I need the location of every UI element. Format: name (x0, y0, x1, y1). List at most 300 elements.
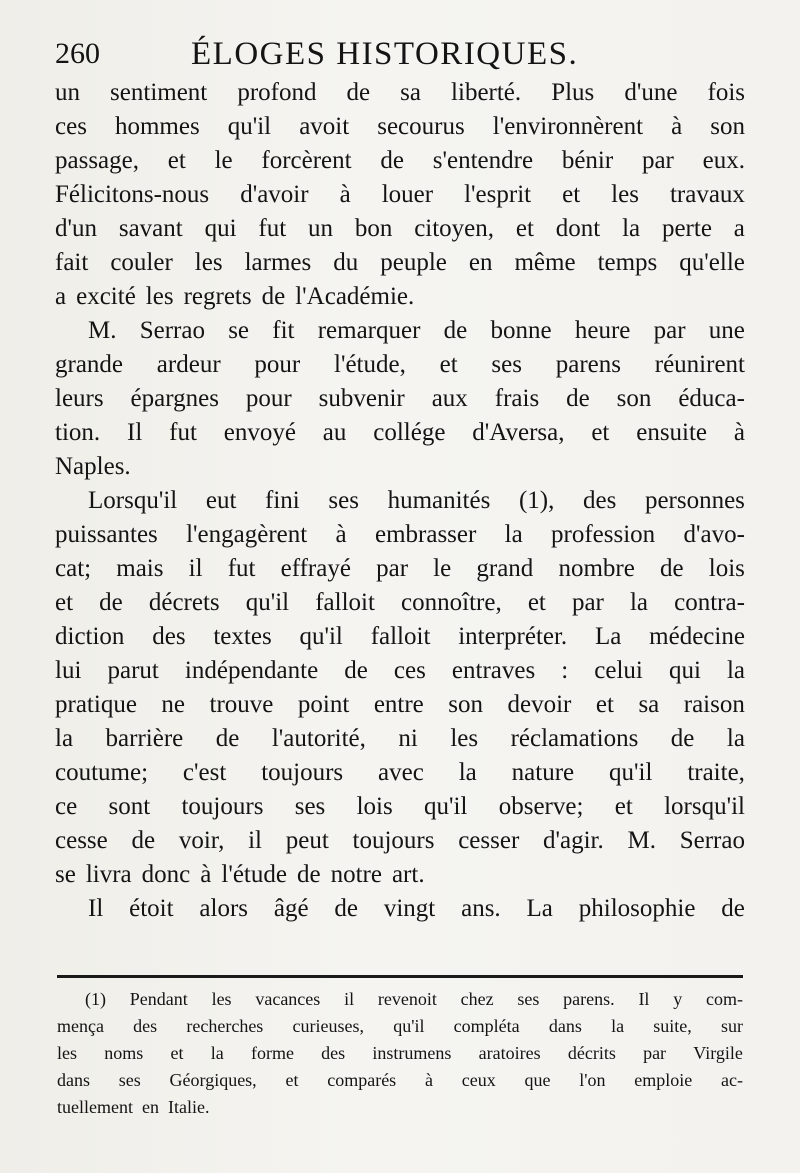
word: dans (548, 1016, 582, 1036)
word: sa (400, 79, 421, 106)
word: embrasser (374, 521, 477, 548)
word: le (214, 147, 233, 174)
word: pour (254, 351, 301, 378)
word: humanités (387, 487, 491, 514)
word: de (346, 79, 371, 106)
text-line (55, 790, 745, 824)
word: de (443, 317, 468, 344)
word: nombre (558, 555, 635, 582)
word: M. (88, 317, 117, 344)
word: âgé (273, 895, 309, 922)
word: puissantes (55, 521, 158, 548)
word: de (296, 861, 321, 888)
word: par (571, 589, 604, 616)
word: fait (55, 249, 89, 276)
word: à (671, 113, 683, 140)
word: décrets (148, 589, 220, 616)
word: et (170, 1043, 184, 1063)
text-line (55, 76, 745, 110)
word: peuple (380, 249, 447, 276)
word: son (616, 385, 652, 412)
word: cesse (55, 827, 108, 854)
word: savant (118, 215, 183, 242)
word: com- (706, 989, 743, 1009)
word: avoit (299, 113, 350, 140)
word: fini (265, 487, 300, 514)
word: en (468, 249, 493, 276)
word: la (504, 521, 523, 548)
word: les (450, 725, 479, 752)
word: fut (227, 555, 256, 582)
footnote-line (57, 1040, 743, 1067)
word: ses (491, 351, 522, 378)
word: de (344, 657, 368, 684)
word: l'engagèrent (186, 521, 308, 548)
word: celui (594, 657, 643, 684)
text-line (55, 348, 745, 382)
word: qu'il (299, 623, 343, 650)
word: réunirent (654, 351, 745, 378)
word: du (333, 249, 359, 276)
word: l'environnèrent (492, 113, 644, 140)
word: falloit (315, 589, 375, 616)
word: profession (551, 521, 656, 548)
word: et (439, 351, 458, 378)
word: Il (638, 989, 650, 1009)
word: textes (213, 623, 272, 650)
word: qui (204, 215, 237, 242)
word: et (285, 1070, 299, 1090)
word: lois (708, 555, 745, 582)
word: M. (627, 827, 656, 854)
word: indépendante (184, 657, 319, 684)
word: parens. (563, 989, 615, 1009)
word: ans. (461, 895, 501, 922)
word: avec (378, 759, 424, 786)
word: pratique (55, 691, 137, 718)
word: bénir (561, 147, 614, 174)
word: et (527, 589, 546, 616)
word: comparés (327, 1070, 397, 1090)
word: curieuses, (292, 1016, 365, 1036)
footnote (57, 986, 743, 1121)
word: et (595, 691, 614, 718)
word: regrets (183, 283, 252, 310)
footnote-separator (57, 975, 743, 978)
word: interpréter. (458, 623, 568, 650)
word: d'avo- (683, 521, 745, 548)
word: que (524, 1070, 551, 1090)
word: forcèrent (261, 147, 352, 174)
word: de (131, 827, 156, 854)
word: ce (55, 793, 78, 820)
word: temps (597, 249, 658, 276)
word: sa (638, 691, 660, 718)
word: qu'il (393, 1016, 425, 1036)
word: vingt (383, 895, 436, 922)
running-title: ÉLOGES HISTORIQUES. (191, 36, 579, 72)
word: il (344, 989, 355, 1009)
text-line (55, 824, 745, 858)
word: forme (250, 1043, 294, 1063)
word: des (152, 623, 186, 650)
word: philosophie (578, 895, 696, 922)
word: lorsqu'il (664, 793, 745, 820)
word: au (322, 419, 347, 446)
word: toujours (181, 793, 264, 820)
text-line (55, 382, 745, 416)
word: ses (118, 1070, 141, 1090)
word: Lorsqu'il (88, 487, 178, 514)
word: qui (668, 657, 701, 684)
word: son (710, 113, 745, 140)
word: bonne (490, 317, 552, 344)
word: par (653, 317, 686, 344)
word: dans (57, 1070, 90, 1090)
word: d'agir. (543, 827, 604, 854)
word: devoir (507, 691, 572, 718)
word: livra (85, 861, 132, 888)
word: la (611, 1016, 625, 1036)
word: les (145, 283, 174, 310)
word: falloit (370, 623, 431, 650)
word: instrumens (372, 1043, 452, 1063)
word: les (211, 989, 232, 1009)
word: observe; (498, 793, 584, 820)
word: fit (272, 317, 295, 344)
word: envoyé (223, 419, 296, 446)
word: à (335, 521, 347, 548)
word: grande (55, 351, 124, 378)
word: la (622, 215, 641, 242)
word: ses (328, 487, 359, 514)
word: l'étude, (334, 351, 406, 378)
word: ses (517, 989, 540, 1009)
word: ni (398, 725, 418, 752)
text-line (55, 450, 745, 484)
word: grand (476, 555, 534, 582)
word: : (561, 657, 569, 684)
word: fut (169, 419, 197, 446)
word: et (614, 793, 633, 820)
word: pour (245, 385, 292, 412)
word: Serrao (679, 827, 745, 854)
word: entre (373, 691, 424, 718)
text-line (55, 756, 745, 790)
word: des (321, 1043, 346, 1063)
word: compléta (453, 1016, 520, 1036)
word: (1), (518, 487, 555, 514)
word: (1) (85, 989, 106, 1009)
word: remarquer (317, 317, 421, 344)
word: tion. (55, 419, 101, 446)
word: la (726, 657, 745, 684)
word: de (99, 589, 123, 616)
word: connoître, (401, 589, 502, 616)
footnote-line (57, 1094, 743, 1121)
word: réclamations (510, 725, 639, 752)
word: les (57, 1043, 77, 1063)
word: sentiment (110, 79, 208, 106)
word: son (448, 691, 484, 718)
word: de (670, 725, 695, 752)
text-line (55, 178, 745, 212)
text-line (55, 212, 745, 246)
word: qu'elle (679, 249, 745, 276)
word: fois (707, 79, 745, 106)
word: chez (460, 989, 494, 1009)
word: par (376, 555, 409, 582)
word: citoyen, (414, 215, 495, 242)
main-text (55, 76, 745, 926)
word: éduca- (678, 385, 745, 412)
word: profond (237, 79, 317, 106)
word: il (188, 555, 203, 582)
word: de (334, 895, 359, 922)
word: les (611, 181, 639, 208)
word: Italie. (167, 1097, 210, 1117)
word: mença (57, 1016, 104, 1036)
word: frais (494, 385, 540, 412)
word: La (526, 895, 553, 922)
word: médecine (649, 623, 745, 650)
word: ceux (461, 1070, 496, 1090)
word: c'est (182, 759, 227, 786)
word: en (141, 1097, 159, 1117)
word: se (228, 317, 250, 344)
word: ces (55, 113, 87, 140)
word: d'avoir (240, 181, 309, 208)
word: cesser (458, 827, 520, 854)
word: s'entendre (432, 147, 534, 174)
word: peut (285, 827, 329, 854)
word: traite, (687, 759, 745, 786)
page-number: 260 (55, 37, 100, 70)
word: de (659, 555, 684, 582)
word: excité (76, 283, 136, 310)
text-line (55, 858, 745, 892)
word: mais (116, 555, 164, 582)
word: qu'il (227, 113, 272, 140)
word: et (591, 419, 610, 446)
word: cat; (55, 555, 92, 582)
word: aratoires (478, 1043, 541, 1063)
word: d'un (55, 215, 98, 242)
word: qu'il (424, 793, 468, 820)
text-line (55, 484, 745, 518)
text-line (55, 620, 745, 654)
word: de (380, 147, 404, 174)
word: décrits (567, 1043, 616, 1063)
text-line (55, 688, 745, 722)
text-line (55, 654, 745, 688)
word: sont (108, 793, 151, 820)
word: Plus (551, 79, 595, 106)
word: à (733, 419, 745, 446)
word: la (458, 759, 477, 786)
word: étoit (129, 895, 174, 922)
word: à (339, 181, 351, 208)
word: emploie (634, 1070, 693, 1090)
word: des (582, 487, 617, 514)
word: épargnes (130, 385, 219, 412)
word: le (433, 555, 452, 582)
footnote-line (57, 1067, 743, 1094)
word: la (726, 725, 745, 752)
word: toujours (352, 827, 435, 854)
word: l'on (579, 1070, 606, 1090)
footnote-line (57, 1013, 743, 1040)
word: passage, (55, 147, 139, 174)
word: fut (258, 215, 287, 242)
word: des (133, 1016, 158, 1036)
word: ac- (721, 1070, 743, 1090)
text-line (55, 314, 745, 348)
word: diction (55, 623, 125, 650)
word: Serrao (139, 317, 205, 344)
word: ensuite (636, 419, 708, 446)
word: la (629, 589, 649, 616)
word: barrière (105, 725, 184, 752)
word: secourus (377, 113, 465, 140)
text-line (55, 110, 745, 144)
word: louer (381, 181, 434, 208)
word: heure (574, 317, 631, 344)
word: Virgile (693, 1043, 743, 1063)
word: tuellement (57, 1097, 133, 1117)
word: entraves (451, 657, 536, 684)
word: l'autorité, (271, 725, 366, 752)
word: point (297, 691, 350, 718)
word: bon (354, 215, 393, 242)
word: par (643, 1043, 667, 1063)
text-line (55, 586, 745, 620)
word: donc (141, 861, 191, 888)
word: et (167, 147, 186, 174)
word: Naples. (55, 453, 131, 480)
word: parut (107, 657, 159, 684)
word: art. (391, 861, 425, 888)
word: et (562, 181, 581, 208)
word: de (721, 895, 745, 922)
text-line (55, 416, 745, 450)
word: larmes (244, 249, 312, 276)
word: la (210, 1043, 224, 1063)
word: à (200, 861, 212, 888)
word: nature (511, 759, 575, 786)
word: et (515, 215, 534, 242)
word: de (566, 385, 590, 412)
word: voir, (178, 827, 225, 854)
text-line (55, 518, 745, 552)
word: Il (127, 419, 143, 446)
word: qu'il (245, 589, 290, 616)
word: travaux (669, 181, 745, 208)
text-line (55, 246, 745, 280)
word: trouve (209, 691, 274, 718)
word: lui (55, 657, 82, 684)
word: qu'il (609, 759, 653, 786)
word: et (55, 589, 74, 616)
word: de (261, 283, 286, 310)
word: leurs (55, 385, 104, 412)
word: Géorgiques, (169, 1070, 257, 1090)
word: contra- (674, 589, 745, 616)
page-header (55, 30, 745, 74)
word: eux. (702, 147, 745, 174)
word: aux (431, 385, 468, 412)
word: eut (205, 487, 237, 514)
word: notre (330, 861, 382, 888)
footnote-line (57, 986, 743, 1013)
word: a (55, 283, 67, 310)
text-line (55, 280, 745, 314)
word: par (641, 147, 674, 174)
word: coutume; (55, 759, 149, 786)
word: même (514, 249, 576, 276)
text-line (55, 722, 745, 756)
word: une (708, 317, 745, 344)
word: l'esprit (464, 181, 532, 208)
word: de (215, 725, 240, 752)
word: Félicitons-nous (55, 181, 210, 208)
word: un (308, 215, 333, 242)
word: liberté. (451, 79, 522, 106)
word: Il (88, 895, 104, 922)
word: d'une (624, 79, 678, 106)
word: les (194, 249, 223, 276)
word: Pendant (129, 989, 188, 1009)
word: ses (294, 793, 326, 820)
word: perte (661, 215, 712, 242)
word: recherches (186, 1016, 264, 1036)
word: la (55, 725, 74, 752)
word: subvenir (318, 385, 405, 412)
word: suite, (653, 1016, 692, 1036)
word: dont (555, 215, 601, 242)
word: revenoit (377, 989, 437, 1009)
word: à (424, 1070, 433, 1090)
word: sur (720, 1016, 743, 1036)
word: ces (393, 657, 426, 684)
text-line (55, 892, 745, 926)
word: hommes (114, 113, 200, 140)
word: l'Académie. (295, 283, 415, 310)
word: l'étude (221, 861, 287, 888)
word: couler (110, 249, 173, 276)
word: lois (356, 793, 393, 820)
word: il (248, 827, 262, 854)
word: d'Aversa, (472, 419, 565, 446)
word: raison (683, 691, 745, 718)
word: toujours (261, 759, 344, 786)
word: effrayé (280, 555, 351, 582)
word: personnes (644, 487, 745, 514)
word: ardeur (156, 351, 221, 378)
text-line (55, 144, 745, 178)
word: vacances (255, 989, 321, 1009)
word: un (55, 79, 80, 106)
word: collége (373, 419, 446, 446)
word: y (673, 989, 683, 1009)
word: se (55, 861, 76, 888)
word: ne (161, 691, 186, 718)
word: a (733, 215, 745, 242)
word: alors (199, 895, 249, 922)
word: La (594, 623, 622, 650)
word: noms (104, 1043, 144, 1063)
text-line (55, 552, 745, 586)
